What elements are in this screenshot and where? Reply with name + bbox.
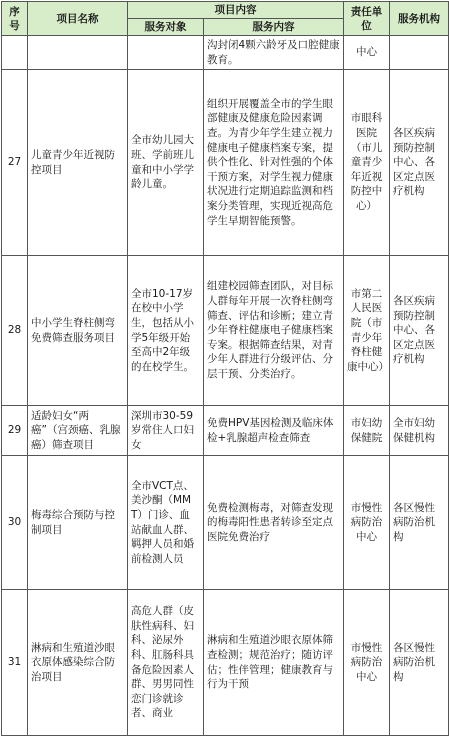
row-content: 免费HPV基因检测及临床体检+乳腺超声检查筛查	[204, 406, 344, 456]
header-content-group: 项目内容	[128, 2, 344, 19]
table-row	[2, 70, 449, 256]
row-target	[128, 36, 204, 70]
table-row	[2, 36, 449, 70]
table-row	[2, 590, 449, 736]
row-org: 各区慢性病防治机构	[390, 456, 449, 590]
row-no	[2, 36, 28, 70]
header-project: 项目名称	[28, 2, 128, 36]
table-row	[2, 406, 449, 456]
row-project: 适龄妇女“两癌”（宫颈癌、乳腺癌）筛查项目	[28, 406, 128, 456]
row-no: 30	[2, 456, 28, 590]
row-project: 儿童青少年近视防控项目	[28, 70, 128, 256]
row-unit: 市妇幼保健院	[344, 406, 390, 456]
row-project: 中小学生脊柱侧弯免费筛查服务项目	[28, 256, 128, 406]
row-unit: 市慢性病防治中心	[344, 590, 390, 736]
row-project: 梅毒综合预防与控制项目	[28, 456, 128, 590]
row-project: 淋病和生殖道沙眼衣原体感染综合防治项目	[28, 590, 128, 736]
row-target: 全市幼儿园大班、学前班儿童和中小学学龄儿童。	[128, 70, 204, 256]
header-unit: 责任单位	[344, 2, 390, 36]
table-row	[2, 456, 449, 590]
row-target: 高危人群（皮肤性病科、妇科、泌尿外科、肛肠科具备危险因素人群、男男同性恋门诊就诊者、商业	[128, 590, 204, 736]
row-content: 组织开展覆盖全市的学生眼部健康及健康危险因素调查。为青少年学生建立视力健康电子健康档案专案，提供个性化、针对性强的个体干预方案，对学生视力健康状况进行定期追踪监测和档案分类管理，实现近视高危学生早期智能预警。	[204, 70, 344, 256]
header-org: 服务机构	[390, 2, 449, 36]
row-content: 沟封闭4颗六龄牙及口腔健康教育。	[204, 36, 344, 70]
row-unit: 市第二人民医院（市青少年脊柱健康中心）	[344, 256, 390, 406]
row-org: 各区疾病预防控制中心、各区定点医疗机构	[390, 70, 449, 256]
row-project	[28, 36, 128, 70]
row-unit: 市慢性病防治中心	[344, 456, 390, 590]
row-target: 全市10-17岁在校中小学生，包括从小学5年级开始至高中2年级的在校学生。	[128, 256, 204, 406]
row-org	[390, 36, 449, 70]
row-unit: 中心	[344, 36, 390, 70]
services-table	[1, 1, 449, 736]
table-row	[2, 256, 449, 406]
header-target: 服务对象	[128, 19, 204, 36]
row-no: 27	[2, 70, 28, 256]
row-no: 29	[2, 406, 28, 456]
header-no: 序号	[2, 2, 28, 36]
row-no: 31	[2, 590, 28, 736]
row-no: 28	[2, 256, 28, 406]
row-org: 各区慢性病防治机构	[390, 590, 449, 736]
row-content: 组建校园筛查团队，对目标人群每年开展一次脊柱侧弯筛查、评估和诊断；建立青少年脊柱健康电子健康档案专案。根据筛查结果，对青少年人群进行分级评估、分层干预、分类治疗。	[204, 256, 344, 406]
row-unit: 市眼科医院（市儿童青少年近视防控中心）	[344, 70, 390, 256]
row-org: 各区疾病预防控制中心、各区定点医疗机构	[390, 256, 449, 406]
row-org: 全市妇幼保健机构	[390, 406, 449, 456]
row-target: 全市VCT点、美沙酮（MMT）门诊、血站献血人群、羁押人员和婚前检测人员	[128, 456, 204, 590]
row-content: 免费检测梅毒，对筛查发现的梅毒阳性患者转诊至定点医院免费治疗	[204, 456, 344, 590]
row-content: 淋病和生殖道沙眼衣原体筛查检测；规范治疗；随访评估；性伴管理；健康教育与行为干预	[204, 590, 344, 736]
header-content: 服务内容	[204, 19, 344, 36]
row-target: 深圳市30-59岁常住人口妇女	[128, 406, 204, 456]
